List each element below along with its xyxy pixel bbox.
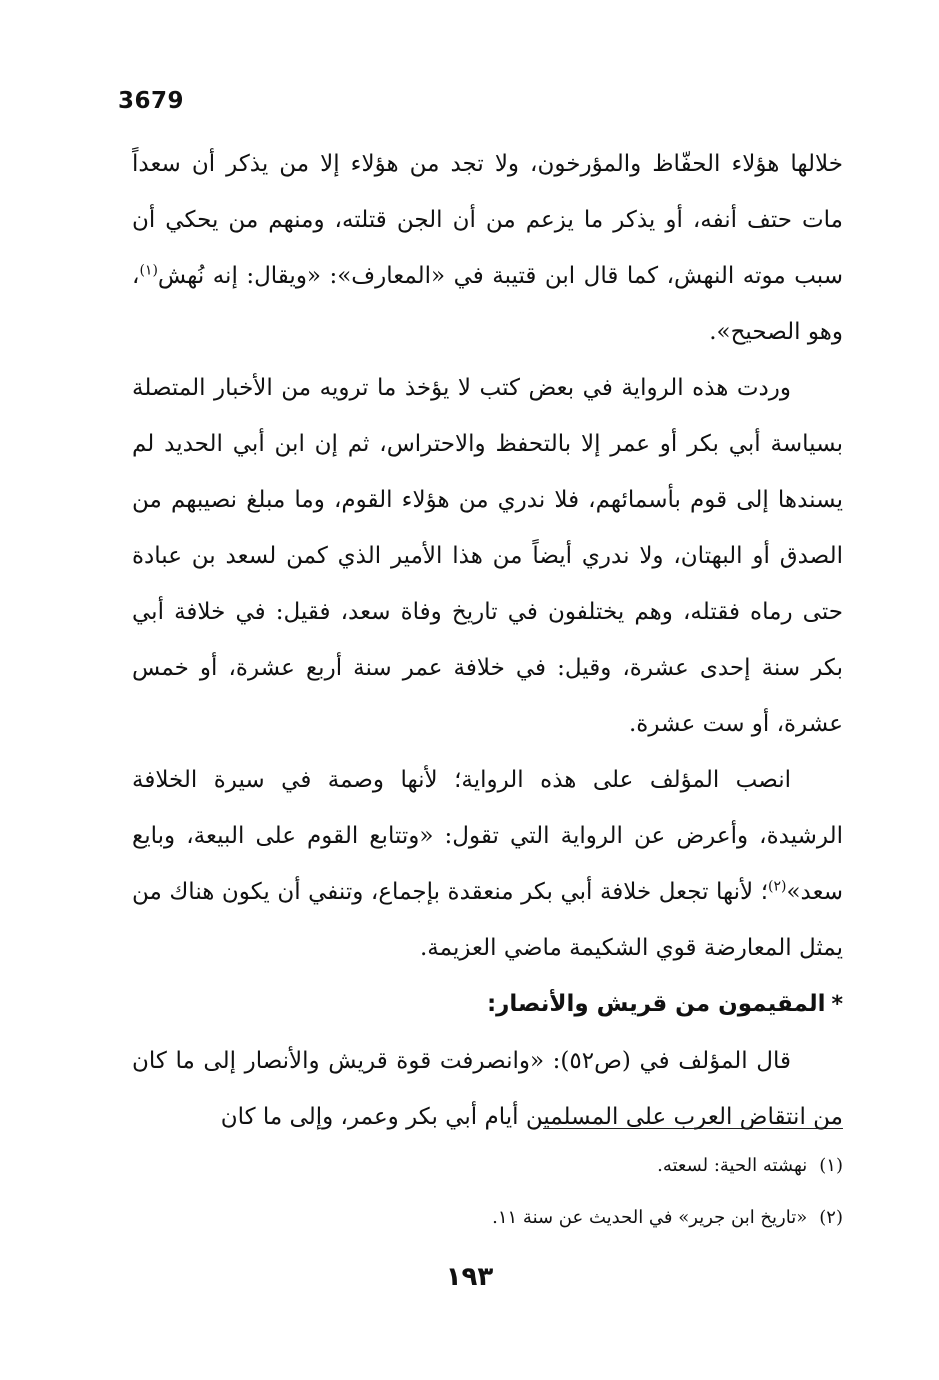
footnote-1-text: نهشته الحية: لسعته. <box>657 1155 808 1176</box>
footnote-marker-2[interactable]: (٢) <box>768 878 787 895</box>
body-text <box>132 136 843 1145</box>
footnote-2-text: «تاريخ ابن جرير» في الحديث عن سنة ١١. <box>492 1207 808 1228</box>
footnote-divider <box>543 1128 843 1129</box>
paragraph-3-part-2: ؛ لأنها تجعل خلافة أبي بكر منعقدة بإجماع، وتنفي أن يكون هناك من يمثل المعارضة قوي الشكيمة ماضي العزيمة. <box>132 879 843 961</box>
page-id: 3679 <box>118 88 185 114</box>
paragraph-1 <box>132 136 843 360</box>
footnote-2-number: (٢) <box>819 1207 843 1228</box>
paragraph-3-part-1: انصب المؤلف على هذه الرواية؛ لأنها وصمة في سيرة الخلافة الرشيدة، وأعرض عن الرواية التي تقول: «وتتابع القوم على البيعة، وبايع سعد» <box>132 767 843 905</box>
paragraph-4: قال المؤلف في (ص٥٢): «وانصرفت قوة قريش والأنصار إلى ما كان من انتقاض العرب على المسلمين أيام أبي بكر وعمر، وإلى ما كان <box>132 1048 843 1130</box>
footnotes <box>132 1140 843 1244</box>
paragraph-1-part-2: ، وهو الصحيح». <box>132 263 843 345</box>
footnote-1 <box>132 1140 843 1192</box>
section-heading <box>132 976 843 1033</box>
footnote-marker-1[interactable]: (١) <box>139 262 158 279</box>
page-number: ١٩٣ <box>445 1262 494 1292</box>
paragraph-1-part-1: خلالها هؤلاء الحفّاظ والمؤرخون، ولا تجد من هؤلاء إلا من يذكر أن سعداً مات حتف أنفه، أو يذكر ما يزعم من أن الجن قتلته، ومنهم من يحكي أن سبب موته النهش، كما قال ابن قتيبة في «المعارف»: «ويقال: إنه نُهش <box>132 151 843 289</box>
footnote-2 <box>132 1192 843 1244</box>
heading-star: * <box>831 992 843 1017</box>
footnote-1-number: (١) <box>819 1155 843 1176</box>
paragraph-3 <box>132 752 843 976</box>
heading-text: المقيمون من قريش والأنصار: <box>486 991 826 1017</box>
paragraph-2: وردت هذه الرواية في بعض كتب لا يؤخذ ما ترويه من الأخبار المتصلة بسياسة أبي بكر أو عمر إلا بالتحفظ والاحتراس، ثم إن ابن أبي الحديد لم يسندها إلى قوم بأسمائهم، فلا ندري من هؤلاء القوم، وما مبلغ نصيبهم من الصدق أو البهتان، ولا ندري أيضاً من هذا الأمير الذي كمن لسعد بن عبادة حتى رماه فقتله، وهم يختلفون في تاريخ وفاة سعد، فقيل: في خلافة أبي بكر سنة إحدى عشرة، وقيل: في خلافة عمر سنة أربع عشرة، أو خمس عشرة، أو ست عشرة. <box>132 375 843 737</box>
